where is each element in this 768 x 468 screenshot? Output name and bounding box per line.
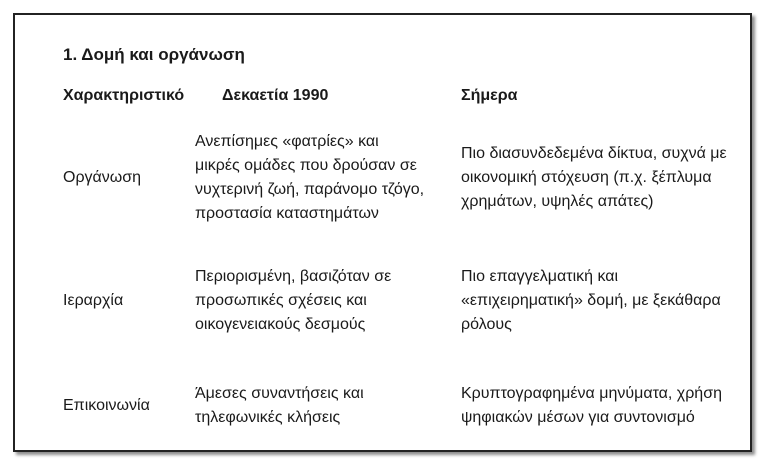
row-1990-value: Περιορισμένη, βασιζόταν σε προσωπικές σχέσεις και οικογενειακούς δεσμούς [195, 268, 392, 333]
table-row-hierarchy [15, 265, 750, 337]
section-title: 1. Δομή και οργάνωση [63, 45, 245, 64]
table-row-organization [15, 118, 750, 238]
header-today: Σήμερα [461, 87, 518, 104]
row-label: Ιεραρχία [63, 292, 124, 309]
row-1990-value: Άμεσες συναντήσεις και τηλεφωνικές κλήσεις [195, 385, 364, 426]
row-today-value: Πιο διασυνδεδεμένα δίκτυα, συχνά με οικονομική στόχευση (π.χ. ξέπλυμα χρημάτων, υψηλές απάτες) [461, 145, 727, 210]
row-label: Οργάνωση [63, 169, 142, 186]
row-today-value: Πιο επαγγελματική και «επιχειρηματική» δομή, με ξεκάθαρα ρόλους [461, 268, 721, 333]
row-1990-value: Ανεπίσημες «φατρίες» και μικρές ομάδες που δρούσαν σε νυχτερινή ζωή, παράνομο τζόγο, προστασία καταστημάτων [195, 133, 425, 222]
document-frame [13, 13, 752, 452]
row-today-value: Κρυπτογραφημένα μηνύματα, χρήση ψηφιακών μέσων για συντονισμό [461, 385, 722, 426]
table-row-communication [15, 370, 750, 442]
row-label: Επικοινωνία [63, 397, 150, 414]
header-decade-1990: Δεκαετία 1990 [222, 87, 329, 104]
header-characteristic: Χαρακτηριστικό [63, 87, 185, 104]
